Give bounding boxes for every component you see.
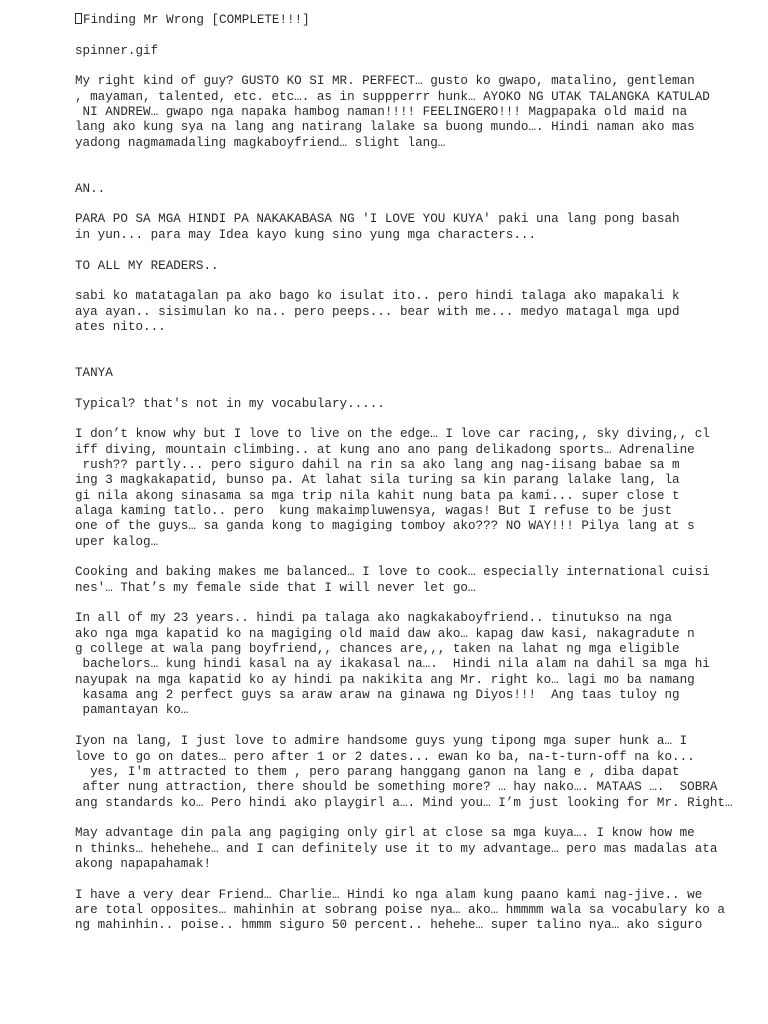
- paragraph: [75, 259, 735, 274]
- paragraph-line: after nung attraction, there should be something more? … hay nako…. MATAAS …. SOBRA: [75, 780, 718, 795]
- paragraph: [75, 611, 735, 718]
- paragraph-line: lang ako kung sya na lang ang natirang lalake sa buong mundo…. Hindi naman ako mas: [75, 120, 695, 135]
- document-page: [75, 13, 735, 934]
- paragraph-line: Iyon na lang, I just love to admire handsome guys yung tipong mga super hunk a… I: [75, 734, 688, 749]
- paragraph-line: yes, I'm attracted to them , pero parang hanggang ganon na lang e , diba dapat: [75, 764, 680, 779]
- paragraph-line: ako nga mga kapatid ko na magiging old maid daw ako… kapag daw kasi, nakagradute n: [75, 626, 695, 641]
- paragraph-line: sabi ko matatagalan pa ako bago ko isulat ito.. pero hindi talaga ako mapakali k: [75, 289, 680, 304]
- paragraph-line: uper kalog…: [75, 534, 159, 549]
- paragraph-line: aya ayan.. sisimulan ko na.. pero peeps... bear with me... medyo matagal mga upd: [75, 304, 680, 319]
- paragraph-line: bachelors… kung hindi kasal na ay ikakasal na…. Hindi nila alam na dahil sa mga hi: [75, 657, 710, 672]
- paragraph-line: AN..: [75, 181, 106, 196]
- paragraph-line: , mayaman, talented, etc. etc…. as in suppperrr hunk… AYOKO NG UTAK TALANGKA KATULAD: [75, 89, 710, 104]
- paragraph-line: n thinks… hehehehe… and I can definitely use it to my advantage… pero mas madalas ata: [75, 841, 718, 856]
- paragraph-line: gi nila akong sinasama sa mga trip nila kahit nung bata pa kami... super close t: [75, 488, 680, 503]
- paragraph-line: Typical? that's not in my vocabulary.....: [75, 396, 385, 411]
- paragraph-line: NI ANDREW… gwapo nga napaka hambog naman!!!! FEELINGERO!!! Magpapaka old maid na: [75, 105, 688, 120]
- paragraph: [75, 366, 735, 381]
- paragraph: [75, 565, 735, 596]
- paragraph: [75, 826, 735, 872]
- paragraph-line: rush?? partly... pero siguro dahil na rin sa ako lang ang nag-iisang babae sa m: [75, 457, 680, 472]
- paragraph: [75, 734, 735, 811]
- paragraph-line: alaga kaming tatlo.. pero kung makaimpluwensya, wagas! But I refuse to be just: [75, 504, 673, 518]
- paragraph-line: TO ALL MY READERS..: [75, 258, 219, 273]
- paragraph-line: yadong nagmamadaling magkaboyfriend… slight lang…: [75, 135, 446, 150]
- paragraph-line: ing 3 magkakapatid, bunso pa. At lahat sila turing sa kin parang lalake lang, la: [75, 473, 680, 488]
- paragraph-line: ates nito...: [75, 319, 166, 334]
- paragraph-line: iff diving, mountain climbing.. at kung ano ano pang delikadong sports… Adrenaline: [75, 442, 695, 457]
- paragraph-line: pamantayan ko…: [75, 703, 189, 718]
- paragraph-line: Cooking and baking makes me balanced… I love to cook… especially international cuisi: [75, 565, 710, 580]
- image-placeholder: spinner.gif: [75, 43, 159, 58]
- paragraph-line: are total opposites… mahinhin at sobrang poise nya… ako… hmmmm wala sa vocabulary ko a: [75, 902, 725, 917]
- paragraph-line: TANYA: [75, 365, 113, 380]
- paragraph: [75, 289, 735, 335]
- paragraph-line: I don’t know why but I love to live on the edge… I love car racing,, sky diving,, cl: [75, 427, 710, 442]
- paragraph-line: kasama ang 2 perfect guys sa araw araw na ginawa ng Diyos!!! Ang taas tuloy ng: [75, 688, 680, 703]
- paragraph-line: May advantage din pala ang pagiging only girl at close sa mga kuya…. I know how me: [75, 826, 695, 841]
- paragraph-line: nayupak na mga kapatid ko ay hindi pa nakikita ang Mr. right ko… lagi mo ba namang: [75, 672, 695, 687]
- paragraph: [75, 212, 735, 243]
- paragraph-line: nes'… That’s my female side that I will never let go…: [75, 580, 476, 595]
- document-title: Finding Mr Wrong [COMPLETE!!!]: [83, 13, 310, 27]
- paragraph-line: My right kind of guy? GUSTO KO SI MR. PERFECT… gusto ko gwapo, matalino, gentleman: [75, 74, 695, 89]
- document-title-line: [75, 13, 735, 28]
- paragraph-line: akong napapahamak!: [75, 856, 212, 871]
- paragraph-line: PARA PO SA MGA HINDI PA NAKAKABASA NG 'I LOVE YOU KUYA' paki una lang pong basah: [75, 212, 680, 227]
- paragraph-line: one of the guys… sa ganda kong to magiging tomboy ako??? NO WAY!!! Pilya lang at s: [75, 519, 695, 534]
- paragraph-line: g college at wala pang boyfriend,, chances are,,, taken na lahat ng mga eligible: [75, 642, 680, 657]
- document-body: [75, 74, 735, 933]
- paragraph: [75, 427, 735, 550]
- paragraph: [75, 74, 735, 151]
- paragraph-line: ang standards ko… Pero hindi ako playgirl a…. Mind you… I’m just looking for Mr. Right…: [75, 795, 733, 810]
- paragraph-line: ng mahinhin.. poise.. hmmm siguro 50 percent.. hehehe… super talino nya… ako siguro: [75, 918, 703, 933]
- paragraph: [75, 888, 735, 934]
- paragraph-line: In all of my 23 years.. hindi pa talaga ako nagkakaboyfriend.. tinutukso na nga: [75, 611, 673, 626]
- paragraph-line: I have a very dear Friend… Charlie… Hindi ko nga alam kung paano kami nag-jive.. we: [75, 887, 703, 902]
- paragraph-line: love to go on dates… pero after 1 or 2 dates... ewan ko ba, na-t-turn-off na ko...: [75, 749, 695, 764]
- paragraph: [75, 397, 735, 412]
- paragraph-line: in yun... para may Idea kayo kung sino yung mga characters...: [75, 227, 537, 242]
- missing-glyph-icon: [75, 13, 82, 24]
- paragraph: [75, 182, 735, 197]
